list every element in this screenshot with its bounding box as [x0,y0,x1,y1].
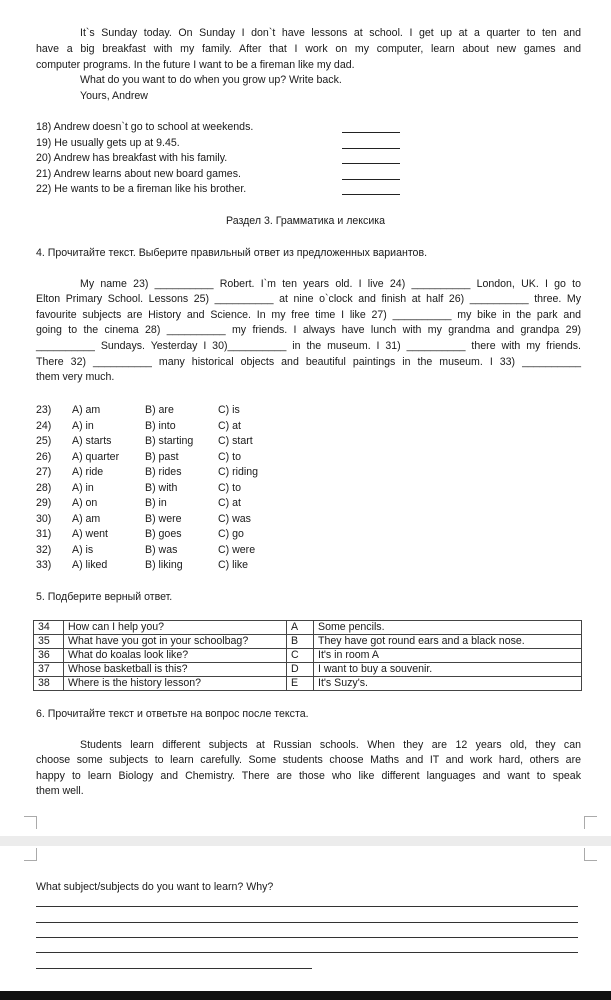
table-row [34,635,582,649]
row-question: What do koalas look like? [64,649,287,663]
task4-line-4: going to the cinema 28) __________ my friends. I always have lunch with my grandma and grandpa 29) [36,324,581,336]
option-c[interactable]: C) start [218,435,253,447]
row-answer: Some pencils. [314,621,582,635]
option-number: 23) [36,404,52,416]
option-b[interactable]: B) are [145,404,174,416]
letter-signoff: Yours, Andrew [80,90,148,102]
option-a[interactable]: A) in [72,481,94,494]
row-question: Whose basketball is this? [64,663,287,677]
page-gap [0,836,611,846]
task4-instruction: 4. Прочитайте текст. Выберите правильный ответ из предложенных вариантов. [36,247,428,259]
option-c[interactable]: C) at [218,419,241,432]
task6-line-4: them well. [36,785,84,797]
writing-line[interactable] [36,968,312,969]
option-a[interactable]: A) ride [72,466,104,478]
writing-line[interactable] [36,922,578,923]
letter-line-2: have a big breakfast with my family. After that I work on my computer, learn about new games and [36,43,581,55]
row-number: 37 [34,663,64,677]
row-answer: They have got round ears and a black nose. [314,635,582,649]
option-number: 25) [36,435,52,447]
row-answer: I want to buy a souvenir. [314,663,582,677]
answer-blank-18[interactable] [342,132,400,133]
writing-line[interactable] [36,952,578,953]
page-corner-mark [24,816,37,829]
option-b[interactable]: B) with [145,481,178,494]
option-c[interactable]: C) like [218,559,249,571]
answer-blank-22[interactable] [342,194,400,195]
task6-line-2: choose some subjects to learn carefully. Some students choose Maths and IT and work hard, others are [36,754,581,766]
task4-line-5: __________ Sundays. Yesterday I 30)__________ in the museum. I 31) __________ there with my friends. [36,340,581,352]
statement-19: 19) He usually gets up at 9.45. [36,137,180,149]
row-letter: B [287,635,314,649]
option-b[interactable]: B) liking [145,559,183,571]
statement-18: 18) Andrew doesn`t go to school at weekends. [36,121,254,133]
task6-question: What subject/subjects do you want to learn? Why? [36,881,274,893]
letter-line-3: computer programs. In the future I want to be a fireman like my dad. [36,59,355,71]
answer-blank-21[interactable] [342,179,400,180]
option-a[interactable]: A) is [72,543,94,556]
row-question: How can I help you? [64,621,287,635]
row-answer: It's Suzy's. [314,677,582,691]
table-row [34,663,582,677]
row-question: What have you got in your schoolbag? [64,635,287,649]
row-answer: It's in room A [314,649,582,663]
option-c[interactable]: C) is [218,404,240,416]
row-number: 35 [34,635,64,649]
option-a[interactable]: A) in [72,419,94,432]
option-b[interactable]: B) starting [145,435,194,447]
option-a[interactable]: A) on [72,497,98,509]
row-number: 38 [34,677,64,691]
section-title: Раздел 3. Грамматика и лексика [225,215,386,227]
task6-instruction: 6. Прочитайте текст и ответьте на вопрос после текста. [36,708,309,720]
option-b[interactable]: B) were [145,512,182,525]
row-letter: D [287,663,314,677]
row-number: 34 [34,621,64,635]
answer-blank-19[interactable] [342,148,400,149]
option-number: 27) [36,466,52,478]
writing-line[interactable] [36,906,578,907]
bottom-bar [0,991,611,1000]
row-letter: A [287,621,314,635]
option-c[interactable]: C) at [218,497,241,509]
writing-line[interactable] [36,937,578,938]
option-a[interactable]: A) liked [72,559,108,571]
task4-line-7: them very much. [36,371,115,383]
row-question: Where is the history lesson? [64,677,287,691]
option-number: 33) [36,559,52,571]
task6-line-3: happy to learn Biology and Chemistry. There are those who like different languages and want to speak [36,770,581,782]
task4-line-1: My name 23) __________ Robert. I`m ten years old. I live 24) __________ London, UK. I go to [80,278,581,290]
answer-blank-20[interactable] [342,163,400,164]
task5-instruction: 5. Подберите верный ответ. [36,591,173,603]
option-number: 26) [36,450,52,463]
task4-line-6: There 32) __________ many historical objects and beautiful paintings in the museum. I 33) __________ [36,356,581,368]
option-number: 24) [36,419,52,432]
matching-table [33,620,582,691]
option-a[interactable]: A) starts [72,435,112,447]
option-a[interactable]: A) am [72,404,101,416]
option-number: 29) [36,497,52,509]
option-c[interactable]: C) riding [218,466,259,478]
option-b[interactable]: B) rides [145,466,182,478]
table-row [34,649,582,663]
option-number: 32) [36,543,52,556]
row-number: 36 [34,649,64,663]
option-b[interactable]: B) goes [145,528,182,540]
option-c[interactable]: C) were [218,543,256,556]
option-a[interactable]: A) went [72,528,108,540]
letter-line-1: It`s Sunday today. On Sunday I don`t have lessons at school. I get up at a quarter to ten and [80,27,581,39]
letter-question: What do you want to do when you grow up? Write back. [80,74,342,86]
statement-22: 22) He wants to be a fireman like his brother. [36,183,247,195]
option-number: 28) [36,481,52,494]
page-corner-mark [584,848,597,861]
option-c[interactable]: C) was [218,512,251,525]
table-row [34,677,582,691]
option-c[interactable]: C) to [218,450,241,463]
statement-20: 20) Andrew has breakfast with his family. [36,152,228,164]
option-number: 31) [36,528,52,540]
option-a[interactable]: A) am [72,512,101,525]
option-b[interactable]: B) in [145,497,167,509]
option-b[interactable]: B) past [145,450,179,463]
statement-21: 21) Andrew learns about new board games. [36,168,241,180]
option-c[interactable]: C) go [218,528,244,540]
table-row [34,621,582,635]
option-number: 30) [36,512,52,525]
page-corner-mark [24,848,37,861]
task4-line-3: favourite subjects are History and Science. In my free time I like 27) __________ my bike in the park and [36,309,581,321]
option-a[interactable]: A) quarter [72,450,120,463]
row-letter: E [287,677,314,691]
task4-line-2: Elton Primary School. Lessons 25) __________ at nine o`clock and finish at half 26) __________ three. My [36,293,581,305]
task6-line-1: Students learn different subjects at Russian schools. When they are 12 years old, they can [80,739,581,751]
row-letter: C [287,649,314,663]
option-b[interactable]: B) was [145,543,178,556]
option-c[interactable]: C) to [218,481,241,494]
page-corner-mark [584,816,597,829]
option-b[interactable]: B) into [145,419,176,432]
